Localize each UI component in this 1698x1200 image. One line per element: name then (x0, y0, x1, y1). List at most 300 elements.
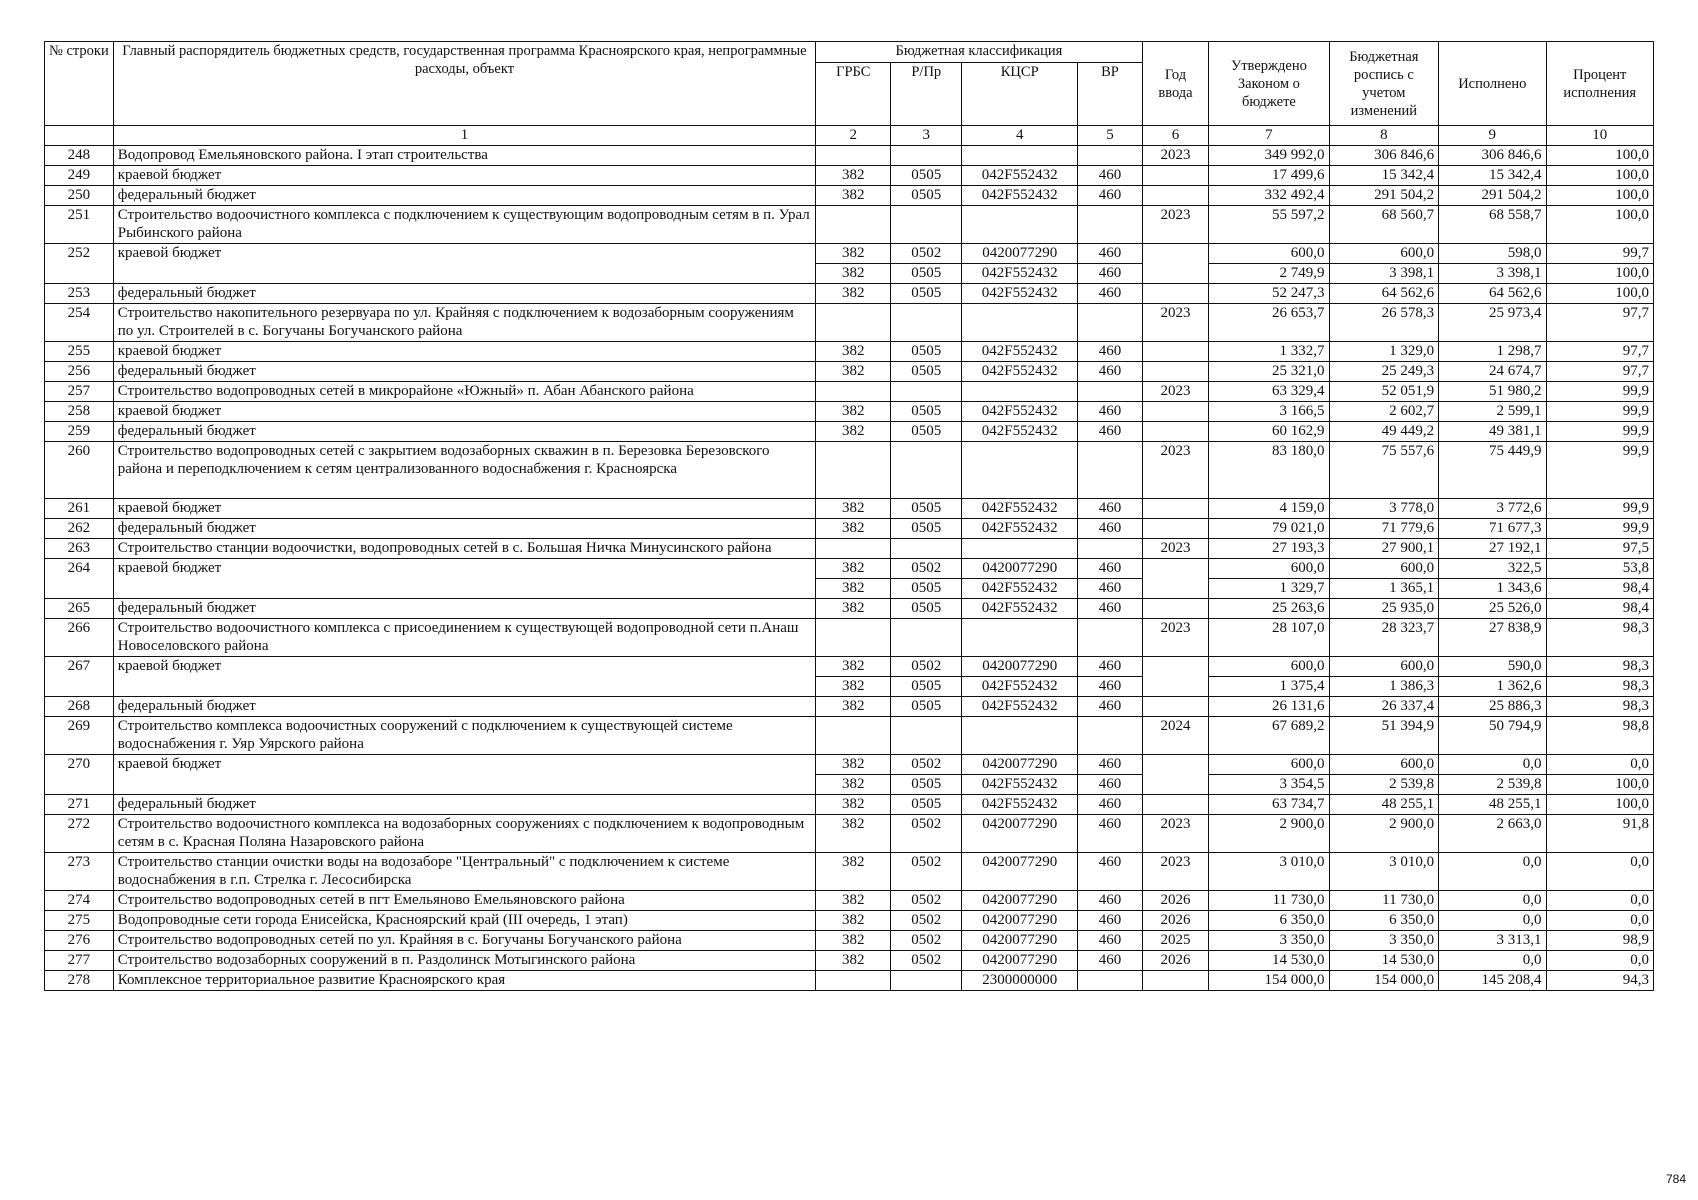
cell-executed: 306 846,6 (1439, 146, 1546, 166)
cell-executed: 0,0 (1439, 853, 1546, 891)
cell-grbs: 382 (816, 342, 891, 362)
cell-rpr: 0505 (891, 499, 962, 519)
cell-rospis: 1 365,1 (1329, 579, 1439, 599)
row-number: 250 (45, 186, 114, 206)
column-index: 8 (1329, 126, 1439, 146)
cell-kcsr: 042F552432 (962, 362, 1078, 382)
row-number: 253 (45, 284, 114, 304)
cell-vr (1078, 304, 1142, 342)
cell-grbs: 382 (816, 911, 891, 931)
cell-executed: 1 362,6 (1439, 677, 1546, 697)
cell-rospis: 48 255,1 (1329, 795, 1439, 815)
cell-rospis: 3 398,1 (1329, 264, 1439, 284)
cell-percent: 98,3 (1546, 697, 1654, 717)
cell-year (1142, 755, 1209, 795)
row-name: федеральный бюджет (113, 697, 815, 717)
cell-percent: 100,0 (1546, 775, 1654, 795)
cell-rpr: 0502 (891, 911, 962, 931)
cell-rospis: 3 778,0 (1329, 499, 1439, 519)
table-row (45, 717, 1654, 755)
column-index-row (45, 126, 1654, 146)
cell-rospis: 306 846,6 (1329, 146, 1439, 166)
row-number: 271 (45, 795, 114, 815)
cell-year (1142, 697, 1209, 717)
cell-approved: 600,0 (1209, 244, 1329, 264)
cell-approved: 25 321,0 (1209, 362, 1329, 382)
cell-grbs: 382 (816, 362, 891, 382)
cell-executed: 51 980,2 (1439, 382, 1546, 402)
cell-rospis: 51 394,9 (1329, 717, 1439, 755)
cell-approved: 2 749,9 (1209, 264, 1329, 284)
cell-approved: 83 180,0 (1209, 442, 1329, 499)
cell-grbs (816, 304, 891, 342)
cell-rpr: 0502 (891, 891, 962, 911)
cell-grbs (816, 971, 891, 991)
cell-kcsr (962, 206, 1078, 244)
cell-executed: 71 677,3 (1439, 519, 1546, 539)
cell-vr: 460 (1078, 755, 1142, 775)
table-row (45, 619, 1654, 657)
cell-percent: 97,7 (1546, 362, 1654, 382)
table-row (45, 166, 1654, 186)
cell-vr: 460 (1078, 677, 1142, 697)
cell-year (1142, 186, 1209, 206)
cell-approved: 60 162,9 (1209, 422, 1329, 442)
cell-executed: 50 794,9 (1439, 717, 1546, 755)
cell-rospis: 49 449,2 (1329, 422, 1439, 442)
cell-rpr: 0502 (891, 657, 962, 677)
cell-approved: 79 021,0 (1209, 519, 1329, 539)
cell-grbs: 382 (816, 657, 891, 677)
cell-percent: 98,9 (1546, 931, 1654, 951)
table-row (45, 599, 1654, 619)
cell-kcsr: 042F552432 (962, 422, 1078, 442)
header-rpr: Р/Пр (891, 63, 962, 126)
cell-grbs: 382 (816, 264, 891, 284)
cell-vr (1078, 382, 1142, 402)
row-name: федеральный бюджет (113, 284, 815, 304)
cell-rpr: 0505 (891, 775, 962, 795)
row-number: 252 (45, 244, 114, 284)
cell-rospis: 27 900,1 (1329, 539, 1439, 559)
cell-rospis: 68 560,7 (1329, 206, 1439, 244)
cell-percent: 100,0 (1546, 284, 1654, 304)
cell-rospis: 1 329,0 (1329, 342, 1439, 362)
cell-grbs: 382 (816, 891, 891, 911)
cell-kcsr: 042F552432 (962, 402, 1078, 422)
row-name: федеральный бюджет (113, 519, 815, 539)
cell-percent: 100,0 (1546, 166, 1654, 186)
cell-grbs: 382 (816, 599, 891, 619)
cell-grbs (816, 382, 891, 402)
cell-vr (1078, 442, 1142, 499)
cell-executed: 3 313,1 (1439, 931, 1546, 951)
cell-rospis: 600,0 (1329, 244, 1439, 264)
cell-year: 2026 (1142, 911, 1209, 931)
cell-rpr: 0505 (891, 579, 962, 599)
table-row (45, 442, 1654, 499)
cell-rospis: 26 578,3 (1329, 304, 1439, 342)
cell-year: 2023 (1142, 815, 1209, 853)
table-row (45, 499, 1654, 519)
cell-rpr (891, 442, 962, 499)
cell-percent: 100,0 (1546, 146, 1654, 166)
row-name: федеральный бюджет (113, 186, 815, 206)
cell-approved: 6 350,0 (1209, 911, 1329, 931)
table-row (45, 559, 1654, 579)
cell-vr: 460 (1078, 244, 1142, 264)
cell-approved: 55 597,2 (1209, 206, 1329, 244)
cell-year (1142, 166, 1209, 186)
cell-percent: 100,0 (1546, 206, 1654, 244)
cell-rpr (891, 206, 962, 244)
cell-grbs: 382 (816, 795, 891, 815)
cell-rospis: 25 249,3 (1329, 362, 1439, 382)
cell-kcsr: 042F552432 (962, 499, 1078, 519)
header-approved: Утверждено Законом о бюджете (1209, 42, 1329, 126)
row-name: Строительство водопроводных сетей по ул. Крайняя в с. Богучаны Богучанского района (113, 931, 815, 951)
cell-kcsr: 0420077290 (962, 931, 1078, 951)
cell-vr: 460 (1078, 853, 1142, 891)
cell-kcsr: 042F552432 (962, 697, 1078, 717)
row-number: 276 (45, 931, 114, 951)
row-number: 274 (45, 891, 114, 911)
cell-rpr: 0502 (891, 559, 962, 579)
cell-kcsr: 042F552432 (962, 599, 1078, 619)
cell-grbs: 382 (816, 755, 891, 775)
cell-percent: 99,9 (1546, 422, 1654, 442)
cell-year: 2026 (1142, 891, 1209, 911)
cell-percent: 99,7 (1546, 244, 1654, 264)
row-number: 259 (45, 422, 114, 442)
table-row (45, 362, 1654, 382)
cell-vr: 460 (1078, 579, 1142, 599)
cell-percent: 100,0 (1546, 795, 1654, 815)
cell-grbs: 382 (816, 697, 891, 717)
table-row (45, 206, 1654, 244)
cell-executed: 25 886,3 (1439, 697, 1546, 717)
cell-year: 2023 (1142, 206, 1209, 244)
cell-rpr: 0505 (891, 795, 962, 815)
cell-kcsr: 042F552432 (962, 579, 1078, 599)
header-rospis: Бюджетная роспись с учетом изменений (1329, 42, 1439, 126)
column-index: 10 (1546, 126, 1654, 146)
cell-kcsr (962, 539, 1078, 559)
cell-executed: 291 504,2 (1439, 186, 1546, 206)
row-name: Комплексное территориальное развитие Красноярского края (113, 971, 815, 991)
cell-percent: 98,4 (1546, 599, 1654, 619)
budget-sheet (44, 41, 1654, 991)
column-index: 4 (962, 126, 1078, 146)
cell-year: 2023 (1142, 539, 1209, 559)
cell-executed: 2 599,1 (1439, 402, 1546, 422)
cell-vr: 460 (1078, 697, 1142, 717)
cell-executed: 48 255,1 (1439, 795, 1546, 815)
cell-approved: 349 992,0 (1209, 146, 1329, 166)
column-index-blank (45, 126, 114, 146)
row-number: 264 (45, 559, 114, 599)
cell-kcsr: 042F552432 (962, 186, 1078, 206)
cell-kcsr: 0420077290 (962, 657, 1078, 677)
cell-executed: 27 192,1 (1439, 539, 1546, 559)
row-name: Строительство водозаборных сооружений в п. Раздолинск Мотыгинского района (113, 951, 815, 971)
row-name: Строительство водоочистного комплекса с подключением к существующим водопроводным сетям в п. Урал Рыбинского района (113, 206, 815, 244)
cell-vr: 460 (1078, 775, 1142, 795)
cell-kcsr: 042F552432 (962, 519, 1078, 539)
cell-approved: 1 332,7 (1209, 342, 1329, 362)
cell-approved: 4 159,0 (1209, 499, 1329, 519)
cell-year: 2023 (1142, 619, 1209, 657)
cell-approved: 332 492,4 (1209, 186, 1329, 206)
cell-year: 2023 (1142, 853, 1209, 891)
page-number: 784 (1665, 1172, 1686, 1186)
row-number: 275 (45, 911, 114, 931)
row-name: федеральный бюджет (113, 362, 815, 382)
row-number: 260 (45, 442, 114, 499)
cell-vr: 460 (1078, 911, 1142, 931)
cell-executed: 0,0 (1439, 951, 1546, 971)
cell-executed: 25 973,4 (1439, 304, 1546, 342)
cell-kcsr (962, 717, 1078, 755)
row-name: краевой бюджет (113, 499, 815, 519)
cell-rospis: 64 562,6 (1329, 284, 1439, 304)
cell-kcsr: 042F552432 (962, 284, 1078, 304)
cell-rospis: 154 000,0 (1329, 971, 1439, 991)
row-number: 255 (45, 342, 114, 362)
cell-rospis: 291 504,2 (1329, 186, 1439, 206)
column-index: 3 (891, 126, 962, 146)
cell-year (1142, 519, 1209, 539)
row-number: 267 (45, 657, 114, 697)
cell-grbs: 382 (816, 166, 891, 186)
cell-approved: 26 131,6 (1209, 697, 1329, 717)
table-row (45, 304, 1654, 342)
cell-year (1142, 362, 1209, 382)
table-row (45, 911, 1654, 931)
cell-grbs: 382 (816, 853, 891, 891)
cell-vr: 460 (1078, 657, 1142, 677)
table-row (45, 657, 1654, 677)
cell-rospis: 2 602,7 (1329, 402, 1439, 422)
header-year: Год ввода (1142, 42, 1209, 126)
cell-rospis: 52 051,9 (1329, 382, 1439, 402)
row-name: Строительство станции очистки воды на водозаборе "Центральный" с подключением к системе водоснабжения в г.п. Стрелка г. Лесосибирска (113, 853, 815, 891)
cell-vr (1078, 206, 1142, 244)
cell-rpr: 0505 (891, 166, 962, 186)
table-row (45, 186, 1654, 206)
cell-executed: 0,0 (1439, 911, 1546, 931)
cell-kcsr (962, 442, 1078, 499)
budget-table (44, 41, 1654, 991)
cell-vr (1078, 717, 1142, 755)
cell-percent: 94,3 (1546, 971, 1654, 991)
cell-vr: 460 (1078, 951, 1142, 971)
cell-grbs: 382 (816, 422, 891, 442)
table-row (45, 755, 1654, 775)
cell-vr: 460 (1078, 891, 1142, 911)
row-number: 251 (45, 206, 114, 244)
row-number: 270 (45, 755, 114, 795)
cell-kcsr: 0420077290 (962, 559, 1078, 579)
cell-rospis: 75 557,6 (1329, 442, 1439, 499)
row-number: 254 (45, 304, 114, 342)
row-number: 277 (45, 951, 114, 971)
cell-approved: 27 193,3 (1209, 539, 1329, 559)
cell-approved: 25 263,6 (1209, 599, 1329, 619)
cell-year: 2023 (1142, 304, 1209, 342)
header-kcsr: КЦСР (962, 63, 1078, 126)
cell-percent: 99,9 (1546, 442, 1654, 499)
cell-approved: 11 730,0 (1209, 891, 1329, 911)
cell-year: 2024 (1142, 717, 1209, 755)
row-number: 265 (45, 599, 114, 619)
cell-approved: 14 530,0 (1209, 951, 1329, 971)
row-number: 256 (45, 362, 114, 382)
row-name: Строительство водоочистного комплекса на водозаборных сооружениях с подключением к водопроводным сетям в с. Красная Поляна Назаровского района (113, 815, 815, 853)
cell-percent: 0,0 (1546, 891, 1654, 911)
cell-percent: 99,9 (1546, 382, 1654, 402)
cell-rpr: 0505 (891, 186, 962, 206)
row-name: Строительство комплекса водоочистных сооружений с подключением к существующей системе водоснабжения г. Уяр Уярского района (113, 717, 815, 755)
cell-year (1142, 795, 1209, 815)
cell-executed: 3 772,6 (1439, 499, 1546, 519)
header-row-no: № строки (45, 42, 114, 126)
cell-year (1142, 559, 1209, 599)
cell-rpr: 0502 (891, 853, 962, 891)
cell-year (1142, 422, 1209, 442)
cell-vr (1078, 146, 1142, 166)
row-name: Строительство водопроводных сетей в пгт Емельяново Емельяновского района (113, 891, 815, 911)
cell-approved: 2 900,0 (1209, 815, 1329, 853)
column-index: 2 (816, 126, 891, 146)
cell-vr (1078, 971, 1142, 991)
cell-rpr: 0502 (891, 755, 962, 775)
cell-grbs (816, 442, 891, 499)
cell-kcsr: 0420077290 (962, 815, 1078, 853)
table-row (45, 402, 1654, 422)
cell-percent: 100,0 (1546, 264, 1654, 284)
cell-year: 2023 (1142, 382, 1209, 402)
cell-kcsr: 042F552432 (962, 775, 1078, 795)
cell-approved: 63 734,7 (1209, 795, 1329, 815)
cell-kcsr: 0420077290 (962, 244, 1078, 264)
cell-grbs: 382 (816, 579, 891, 599)
column-index: 1 (113, 126, 815, 146)
cell-executed: 322,5 (1439, 559, 1546, 579)
cell-rospis: 28 323,7 (1329, 619, 1439, 657)
cell-executed: 64 562,6 (1439, 284, 1546, 304)
cell-approved: 28 107,0 (1209, 619, 1329, 657)
row-name: Строительство накопительного резервуара по ул. Крайняя с подключением к водозаборным сооружениям по ул. Строителей в с. Богучаны Богучанского района (113, 304, 815, 342)
cell-percent: 99,9 (1546, 499, 1654, 519)
cell-vr: 460 (1078, 422, 1142, 442)
cell-approved: 3 350,0 (1209, 931, 1329, 951)
cell-percent: 98,3 (1546, 677, 1654, 697)
table-row (45, 931, 1654, 951)
cell-percent: 0,0 (1546, 951, 1654, 971)
column-index: 5 (1078, 126, 1142, 146)
cell-approved: 600,0 (1209, 657, 1329, 677)
cell-grbs: 382 (816, 559, 891, 579)
cell-year: 2025 (1142, 931, 1209, 951)
column-index: 6 (1142, 126, 1209, 146)
cell-executed: 598,0 (1439, 244, 1546, 264)
cell-grbs (816, 619, 891, 657)
cell-percent: 97,7 (1546, 342, 1654, 362)
cell-grbs: 382 (816, 402, 891, 422)
cell-rospis: 3 350,0 (1329, 931, 1439, 951)
cell-grbs: 382 (816, 775, 891, 795)
header-main: Главный распорядитель бюджетных средств, государственная программа Красноярского края, непрограммные расходы, объект (113, 42, 815, 126)
cell-kcsr: 042F552432 (962, 342, 1078, 362)
cell-executed: 590,0 (1439, 657, 1546, 677)
cell-vr: 460 (1078, 519, 1142, 539)
cell-kcsr (962, 146, 1078, 166)
cell-vr: 460 (1078, 499, 1142, 519)
cell-percent: 98,3 (1546, 619, 1654, 657)
cell-rpr: 0505 (891, 697, 962, 717)
cell-percent: 98,3 (1546, 657, 1654, 677)
cell-kcsr: 042F552432 (962, 166, 1078, 186)
cell-vr (1078, 619, 1142, 657)
cell-approved: 17 499,6 (1209, 166, 1329, 186)
cell-year (1142, 971, 1209, 991)
table-row (45, 539, 1654, 559)
cell-vr: 460 (1078, 795, 1142, 815)
row-number: 262 (45, 519, 114, 539)
cell-executed: 15 342,4 (1439, 166, 1546, 186)
table-row (45, 382, 1654, 402)
row-number: 268 (45, 697, 114, 717)
cell-approved: 3 166,5 (1209, 402, 1329, 422)
cell-kcsr: 0420077290 (962, 911, 1078, 931)
cell-executed: 145 208,4 (1439, 971, 1546, 991)
row-name: Строительство водоочистного комплекса с присоединением к существующей водопроводной сети п.Анаш Новоселовского района (113, 619, 815, 657)
row-name: федеральный бюджет (113, 599, 815, 619)
row-name: краевой бюджет (113, 166, 815, 186)
column-index: 7 (1209, 126, 1329, 146)
row-number: 248 (45, 146, 114, 166)
cell-executed: 1 343,6 (1439, 579, 1546, 599)
cell-rpr: 0505 (891, 284, 962, 304)
cell-kcsr: 0420077290 (962, 951, 1078, 971)
cell-kcsr: 042F552432 (962, 677, 1078, 697)
cell-year (1142, 657, 1209, 697)
cell-grbs: 382 (816, 519, 891, 539)
table-row (45, 971, 1654, 991)
table-row (45, 244, 1654, 264)
cell-grbs (816, 206, 891, 244)
cell-approved: 600,0 (1209, 755, 1329, 775)
row-name: краевой бюджет (113, 342, 815, 362)
cell-rospis: 600,0 (1329, 755, 1439, 775)
cell-kcsr: 042F552432 (962, 264, 1078, 284)
header-executed: Исполнено (1439, 42, 1546, 126)
cell-rospis: 15 342,4 (1329, 166, 1439, 186)
row-number: 261 (45, 499, 114, 519)
cell-rpr: 0505 (891, 342, 962, 362)
row-number: 272 (45, 815, 114, 853)
table-row (45, 951, 1654, 971)
cell-grbs: 382 (816, 677, 891, 697)
cell-rospis: 2 539,8 (1329, 775, 1439, 795)
cell-year (1142, 499, 1209, 519)
cell-kcsr: 0420077290 (962, 853, 1078, 891)
cell-rpr: 0502 (891, 951, 962, 971)
cell-rospis: 2 900,0 (1329, 815, 1439, 853)
cell-executed: 2 663,0 (1439, 815, 1546, 853)
header-classification: Бюджетная классификация (816, 42, 1143, 63)
